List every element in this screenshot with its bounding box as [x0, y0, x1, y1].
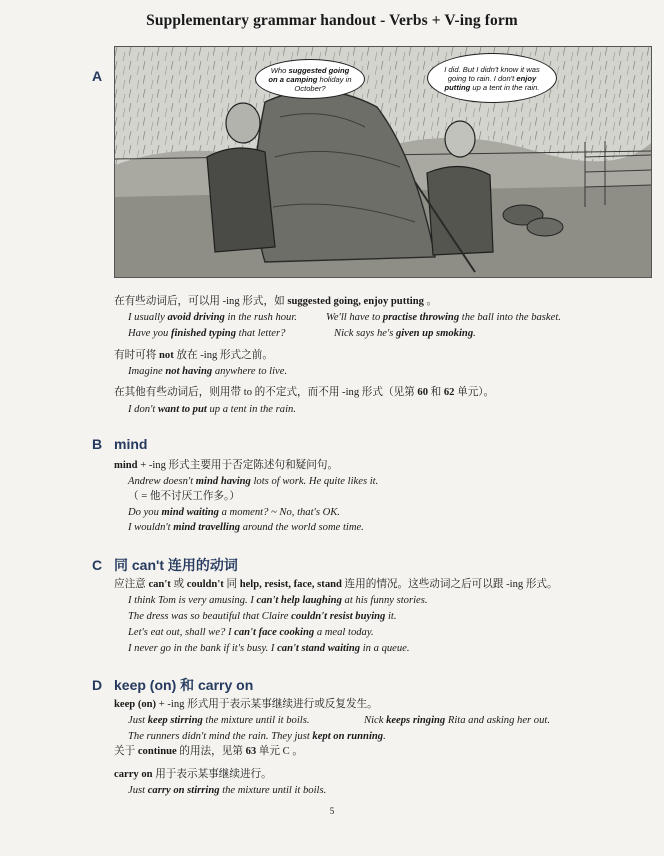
text-seg: Rita and asking her out.	[445, 715, 550, 726]
bubble-left-seg: holiday in October?	[294, 74, 352, 93]
example-line	[128, 311, 297, 324]
text-bold: keeps ringing	[386, 715, 446, 726]
rain-scene-drawing	[115, 47, 651, 277]
section-b-note	[114, 459, 338, 472]
text-seg: 。	[423, 296, 438, 307]
text-bold: can't face cooking	[234, 627, 315, 638]
example-line	[334, 327, 476, 340]
text-bold: continue	[137, 746, 177, 757]
text-seg: anywhere to live.	[212, 366, 288, 377]
section-letter: D	[92, 677, 103, 693]
text-seg: .	[383, 731, 386, 742]
text-seg: + -ing 形式主要用于否定陈述句和疑问句。	[137, 460, 339, 471]
speech-bubble-left	[255, 59, 365, 99]
example-line	[128, 730, 386, 743]
text-bold: keep (on)	[114, 699, 157, 710]
text-bold: 63	[245, 746, 257, 757]
text-seg: around the world some time.	[240, 522, 364, 533]
text-seg: Do you	[128, 507, 162, 518]
section-d-note-2	[114, 745, 303, 758]
text-seg: a meal today.	[314, 627, 374, 638]
bubble-right-seg: I did. But I didn't know it was going to rain. I don't	[444, 64, 540, 83]
text-seg: 在其他有些动词后，则用带 to 的不定式，而不用 -ing 形式（见第	[114, 387, 418, 398]
section-a-note-3	[114, 386, 494, 399]
text-seg: 关于	[114, 746, 138, 757]
example-line	[128, 784, 326, 797]
text-seg: We'll have to	[326, 312, 383, 323]
bubble-right-seg: up a tent in the rain.	[470, 82, 540, 92]
example-line	[128, 521, 364, 534]
section-title: keep (on) 和 carry on	[114, 677, 254, 693]
text-seg: Imagine	[128, 366, 166, 377]
text-seg: I don't	[128, 404, 158, 415]
text-seg: a moment? ~ No, that's OK.	[218, 507, 340, 518]
text-seg: the mixture until it boils.	[202, 715, 310, 726]
text-seg: 单元）。	[454, 387, 495, 398]
text-bold: finished typing	[170, 328, 236, 339]
example-line	[128, 626, 374, 639]
text-bold: can't stand waiting	[277, 643, 361, 654]
text-seg: Have you	[128, 328, 171, 339]
text-seg: Just	[128, 715, 148, 726]
text-seg: at his funny stories.	[341, 595, 428, 606]
example-line	[128, 327, 285, 340]
bubble-left-text	[266, 66, 354, 93]
text-seg: I wouldn't	[128, 522, 174, 533]
text-seg: 用于表示某事继续进行。	[152, 769, 272, 780]
section-letter: B	[92, 436, 103, 452]
example-line	[128, 475, 378, 488]
text-seg: 有时可将	[114, 350, 160, 361]
bubble-right-bold: enjoy putting	[444, 73, 537, 92]
text-bold: mind travelling	[173, 522, 241, 533]
text-seg: Just	[128, 785, 148, 796]
text-seg: Nick says he's	[334, 328, 396, 339]
example-line	[364, 714, 550, 727]
text-bold: want to put	[157, 404, 207, 415]
example-line	[128, 365, 287, 378]
text-bold: 60	[417, 387, 428, 398]
text-seg: that letter?	[236, 328, 286, 339]
bubble-left-bold: suggested	[288, 65, 327, 75]
text-bold: carry on	[114, 769, 153, 780]
text-bold: couldn't	[186, 579, 224, 590]
section-d-heading	[92, 675, 253, 695]
text-seg: it.	[385, 611, 397, 622]
section-d-note-1	[114, 698, 378, 711]
text-seg: the ball into the basket.	[459, 312, 561, 323]
text-bold: not	[159, 350, 174, 361]
example-line	[128, 594, 428, 607]
bubble-left-bold: going on a camping	[268, 65, 350, 84]
text-seg: 连用的情况。这些动词之后可以跟 -ing 形式。	[341, 579, 558, 590]
example-line	[128, 506, 340, 519]
section-b-heading	[92, 436, 147, 452]
text-seg: Andrew doesn't	[128, 476, 196, 487]
text-seg: 放在 -ing 形式之前。	[173, 350, 273, 361]
text-bold: suggested going, enjoy putting	[287, 296, 424, 307]
example-line	[128, 642, 410, 655]
text-seg: 应注意	[114, 579, 149, 590]
text-bold: carry on stirring	[147, 785, 220, 796]
camping-illustration	[114, 46, 652, 278]
section-c-note	[114, 578, 558, 591]
text-seg: 的用法，见第	[176, 746, 246, 757]
text-seg: up a tent in the rain.	[206, 404, 296, 415]
text-seg: 或	[170, 579, 187, 590]
speech-bubble-right	[427, 53, 557, 103]
text-bold: given up smoking	[396, 328, 474, 339]
text-seg: 和	[427, 387, 444, 398]
example-line	[326, 311, 561, 324]
text-seg: + -ing 形式用于表示某事继续进行或反复发生。	[156, 699, 378, 710]
example-line	[128, 403, 296, 416]
section-title: 同 can't 连用的动词	[114, 557, 238, 573]
chinese-gloss	[128, 490, 240, 503]
bubble-right-text	[438, 65, 546, 92]
text-seg: Nick	[364, 715, 387, 726]
section-a-note-1	[114, 295, 437, 308]
text-seg: （ = 他不讨厌工作多。）	[128, 491, 240, 502]
page-number: 5	[329, 806, 335, 816]
page-title: Supplementary grammar handout - Verbs + V-ing form	[146, 12, 518, 29]
text-seg: .	[473, 328, 476, 339]
text-seg: I think Tom is very amusing. I	[128, 595, 257, 606]
example-line	[128, 714, 309, 727]
text-bold: can't	[148, 579, 171, 590]
section-d-note-3	[114, 768, 272, 781]
text-bold: kept on running	[312, 731, 384, 742]
text-seg: The dress was so beautiful that Claire	[128, 611, 292, 622]
section-title: mind	[114, 436, 148, 452]
example-line	[128, 610, 397, 623]
text-seg: 在有些动词后，可以用 -ing 形式，如	[114, 296, 288, 307]
text-bold: mind	[114, 460, 138, 471]
text-seg: 同	[223, 579, 240, 590]
text-bold: 62	[443, 387, 455, 398]
section-letter: A	[92, 68, 103, 84]
text-bold: mind having	[195, 476, 251, 487]
text-seg: Let's eat out, shall we? I	[128, 627, 235, 638]
text-bold: help, resist, face, stand	[239, 579, 342, 590]
section-a-note-2	[114, 349, 273, 362]
text-bold: avoid driving	[167, 312, 225, 323]
text-seg: the mixture until it boils.	[219, 785, 327, 796]
text-seg: The runners didn't mind the rain. They just	[128, 731, 313, 742]
text-seg: in the rush hour.	[224, 312, 297, 323]
text-seg: in a queue.	[360, 643, 410, 654]
text-seg: 单元 C 。	[256, 746, 303, 757]
text-bold: not having	[165, 366, 213, 377]
section-letter: C	[92, 557, 103, 573]
text-seg: I never go in the bank if it's busy. I	[128, 643, 278, 654]
text-bold: keep stirring	[147, 715, 203, 726]
text-seg: I usually	[128, 312, 168, 323]
text-bold: practise throwing	[382, 312, 460, 323]
text-bold: couldn't resist buying	[291, 611, 386, 622]
text-bold: mind waiting	[161, 507, 219, 518]
section-c-heading	[92, 555, 238, 575]
bubble-left-seg: Who	[270, 65, 289, 75]
text-seg: lots of work. He quite likes it.	[250, 476, 379, 487]
text-bold: can't help laughing	[256, 595, 342, 606]
